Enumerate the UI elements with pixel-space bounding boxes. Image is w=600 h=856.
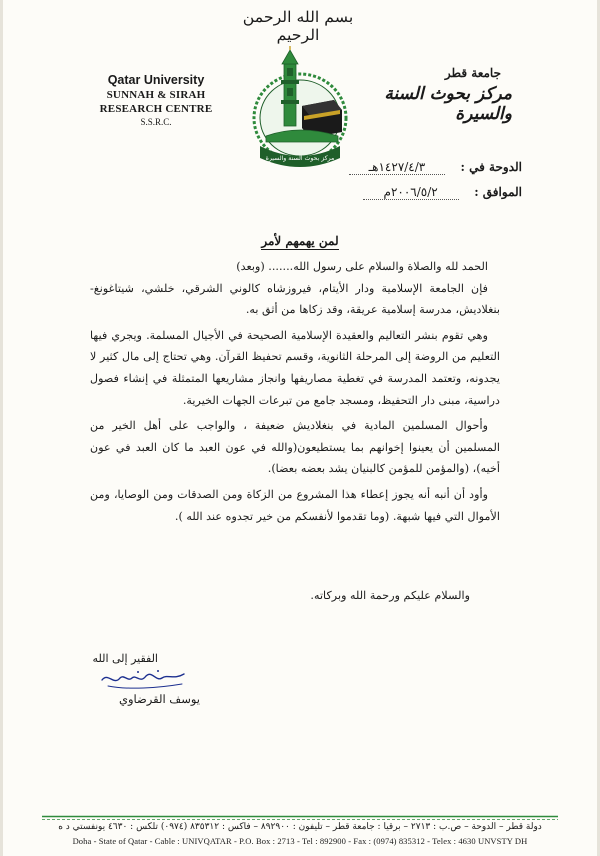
- date-gregorian-value: ٢٠٠٦/٥/٢م: [363, 185, 459, 200]
- footer-divider: [42, 815, 558, 821]
- date-hijri-row: [349, 156, 522, 175]
- date-label: الدوحة في :: [460, 160, 522, 174]
- signatory-name: يوسف القرضاوي: [118, 692, 200, 706]
- letter-heading: [200, 234, 400, 248]
- footer-contact-en: Doha - State of Qatar - Cable : UNIVQATAR - P.O. Box : 2713 - Tel : 892900 - Fax : (0974) 835312 - Telex : 4630 UNVSTY DH: [72, 836, 528, 846]
- signature-label: الفقير إلى الله: [92, 652, 158, 665]
- body-paragraph-2: فإن الجامعة الإسلامية ودار الأيتام، فيروزشاه كالوني الشرقي، خلشي، شيتاغونغ- بنغلاديش، مدرسة إسلامية عريقة، وقد زكاها من أثق به.: [90, 281, 500, 317]
- emblem-ring-text: مركز بحوث السنة والسيرة: [265, 155, 335, 162]
- closing-salutation: والسلام عليكم ورحمة الله وبركاته.: [310, 589, 470, 602]
- corresponding-label: الموافق :: [474, 185, 522, 199]
- centre-name-en: SUNNAH & SIRAH RESEARCH CENTRE: [99, 89, 213, 115]
- university-name-ar: جامعة قطر: [444, 66, 501, 80]
- letter-body: [90, 256, 500, 527]
- date-hijri-value: ١٤٢٧/٤/٣هـ: [349, 160, 445, 175]
- handwritten-signature-icon: [98, 666, 188, 692]
- letterhead-english: [76, 73, 236, 128]
- body-paragraph-4: وأحوال المسلمين المادية في بنغلاديش ضعيفة ، والواجب على أهل الخير من المسلمين أن يعينوا إخوانهم بما يستطيعون(والله في عون العبد ما كان العبد في عون أخيه)، (والمؤمن للمؤمن كالبنيان يشد بعضه بعضا).: [90, 419, 500, 476]
- page-edge-left: [0, 0, 3, 856]
- date-gregorian-row: [363, 181, 522, 200]
- centre-name-ar: مركز بحوث السنة والسيرة: [384, 84, 512, 124]
- mosque-kaaba-emblem-icon: [246, 46, 354, 172]
- footer-contact-ar: دولة قطر – الدوحة – ص.ب : ٢٧١٣ – برقياً : جامعة قطر – تليفون : ٨٩٢٩٠٠ – فاكس : ٨٣٥٣١٢ (٠٩٧٤) تلكس : ٤٦٣٠ يونفستي د ه: [58, 822, 542, 832]
- letter-heading-text: لمن يهمهم لأمر: [261, 234, 339, 248]
- body-paragraph-3: وهي تقوم بنشر التعاليم والعقيدة الإسلامية الصحيحة في الأجيال المسلمة. ويجري فيها التعليم من الروضة إلى المرحلة الثانوية، وقسم تحفيظ القرآن. وهي تحتاج إلى مال كثير لا يجدونه، وتعتمد المدرسة في تغطية مصاريفها وانجاز مشاريعها المتمثلة في إنشاء فصول دراسية، مبنى دار التحفيظ، ومسجد جامع من تبرعات الجهات الخيرية.: [90, 328, 500, 407]
- body-paragraph-1: الحمد لله والصلاة والسلام على رسول الله....... (وبعد): [236, 260, 488, 273]
- body-paragraph-5: وأود أن أنبه أنه يجوز إعطاء هذا المشروع من الزكاة ومن الصدقات ومن الوصايا، ومن الأموال التي فيها شبهة. (وما تقدموا لأنفسكم من خير تجدوه عند الله ).: [90, 487, 500, 523]
- university-name-en: Qatar University: [107, 73, 205, 87]
- basmala-calligraphy: بسم الله الرحمن الرحيم: [242, 8, 354, 44]
- centre-abbreviation: S.S.R.C.: [140, 117, 172, 127]
